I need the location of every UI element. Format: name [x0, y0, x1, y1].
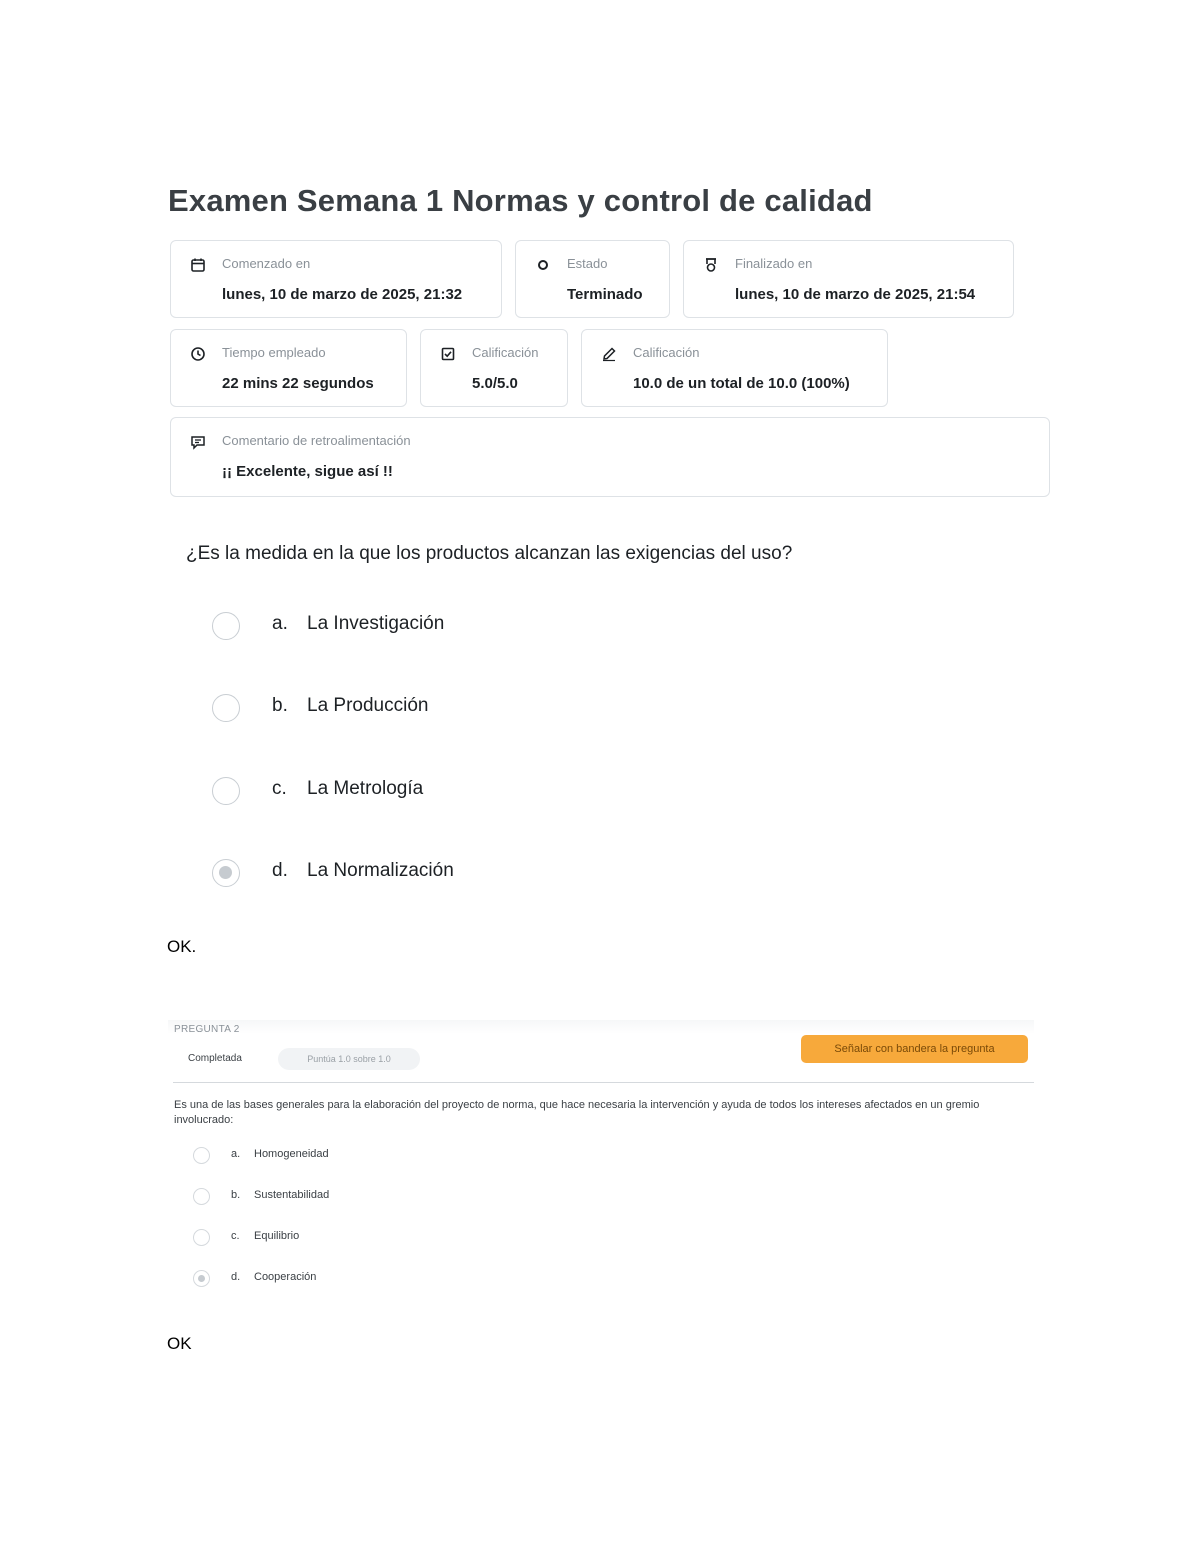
time-value: 22 mins 22 segundos	[222, 375, 374, 392]
question-number: PREGUNTA 2	[174, 1024, 240, 1035]
option-letter: a.	[272, 613, 288, 634]
finished-label: Finalizado en	[735, 256, 813, 271]
option-text: La Metrología	[307, 778, 424, 799]
radio-button[interactable]	[212, 777, 240, 805]
question-state: Completada	[188, 1053, 242, 1064]
feedback-value: ¡¡ Excelente, sigue así !!	[222, 463, 393, 480]
flag-end-icon	[703, 257, 719, 273]
option-text: La Producción	[307, 695, 429, 716]
radio-button[interactable]	[193, 1188, 210, 1205]
pencil-icon	[601, 346, 617, 362]
started-card	[170, 240, 502, 318]
circle-dot-icon	[535, 257, 551, 273]
radio-button[interactable]	[212, 694, 240, 722]
question-2-header	[168, 1020, 1034, 1084]
started-value: lunes, 10 de marzo de 2025, 21:32	[222, 286, 463, 303]
finished-card	[683, 240, 1014, 318]
state-value: Terminado	[567, 286, 643, 303]
radio-button[interactable]	[212, 612, 240, 640]
radio-button-selected[interactable]	[212, 859, 240, 887]
option-letter: a.	[231, 1148, 241, 1160]
grade-card	[581, 329, 888, 407]
points-badge: Puntúa 1.0 sobre 1.0	[278, 1048, 420, 1070]
option-text: Equilibrio	[254, 1230, 300, 1242]
option-letter: d.	[231, 1271, 241, 1283]
clock-icon	[190, 346, 206, 362]
option-text: La Investigación	[307, 613, 445, 634]
marks-value: 5.0/5.0	[472, 375, 518, 392]
question-2-text: Es una de las bases generales para la elaboración del proyecto de norma, que hace necesaria la intervención y ayuda de todos los intereses afectados en un gremio involucrado:	[174, 1099, 980, 1126]
radio-button[interactable]	[193, 1147, 210, 1164]
flag-question-button[interactable]: Señalar con bandera la pregunta	[801, 1035, 1028, 1063]
option-letter: d.	[272, 860, 288, 881]
state-label: Estado	[567, 256, 608, 271]
question-1-note: OK.	[167, 937, 197, 956]
divider	[173, 1082, 1034, 1083]
option-letter: b.	[272, 695, 288, 716]
comment-icon	[190, 434, 206, 450]
option-text: La Normalización	[307, 860, 454, 881]
state-card	[515, 240, 670, 318]
option-letter: b.	[231, 1189, 241, 1201]
feedback-label: Comentario de retroalimentación	[222, 433, 411, 448]
feedback-card	[170, 417, 1050, 497]
option-text: Sustentabilidad	[254, 1189, 330, 1201]
radio-button[interactable]	[193, 1229, 210, 1246]
checkbox-icon	[440, 346, 456, 362]
calendar-icon	[190, 257, 206, 273]
grade-value: 10.0 de un total de 10.0 (100%)	[633, 375, 850, 392]
time-card	[170, 329, 407, 407]
question-2-note: OK	[167, 1334, 192, 1353]
radio-button-selected[interactable]	[193, 1270, 210, 1287]
option-letter: c.	[272, 778, 287, 799]
started-label: Comenzado en	[222, 256, 311, 271]
marks-card	[420, 329, 568, 407]
option-text: Cooperación	[254, 1271, 317, 1283]
finished-value: lunes, 10 de marzo de 2025, 21:54	[735, 286, 976, 303]
page-title: Examen Semana 1 Normas y control de calidad	[168, 183, 873, 218]
option-letter: c.	[231, 1230, 240, 1242]
marks-label: Calificación	[472, 345, 539, 360]
time-label: Tiempo empleado	[222, 345, 326, 360]
option-text: Homogeneidad	[254, 1148, 329, 1160]
question-1-text: ¿Es la medida en la que los productos alcanzan las exigencias del uso?	[186, 543, 793, 564]
grade-label: Calificación	[633, 345, 700, 360]
